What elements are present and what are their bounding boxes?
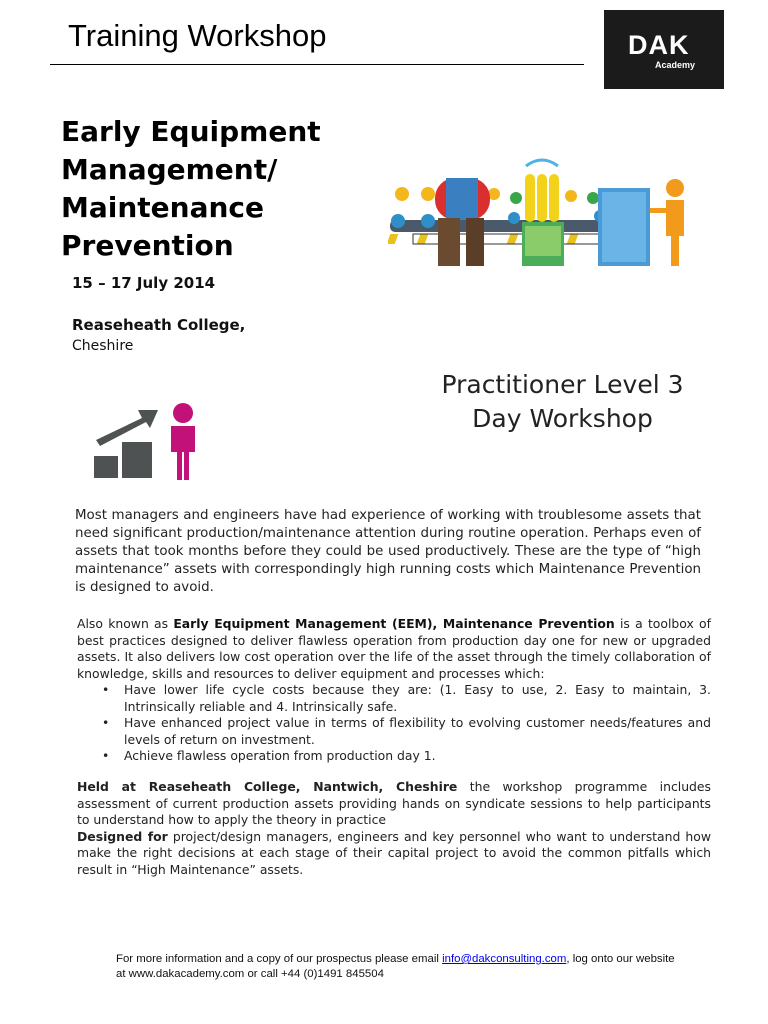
list-item: • Have lower life cycle costs because they are: (1. Easy to use, 2. Easy to maintain, 3. Intrinsically reliable and 4. Intrinsically safe. xyxy=(124,682,711,715)
workshop-title xyxy=(61,113,381,265)
venue-name: Reaseheath College, xyxy=(72,316,246,334)
held-paragraph xyxy=(77,779,711,829)
list-item: • Have enhanced project value in terms of flexibility to evolving customer needs/features and levels of return on investment. xyxy=(124,715,711,748)
logo-subtitle: Academy xyxy=(655,60,696,70)
practitioner-level xyxy=(420,368,705,436)
benefits-list xyxy=(124,682,711,765)
venue-details xyxy=(77,779,711,878)
eem-text-bold: Early Equipment Management (EEM), Maintenance Prevention xyxy=(173,616,615,631)
footer-text: For more information and a copy of our prospectus please email xyxy=(116,953,443,965)
header-divider xyxy=(50,64,584,65)
dak-academy-logo xyxy=(604,10,724,89)
designed-paragraph xyxy=(77,829,711,879)
title-line: Management/ xyxy=(61,153,278,186)
logo-wordmark: DAK xyxy=(628,30,690,60)
level-line: Day Workshop xyxy=(472,404,653,433)
eem-text-lead: Also known as xyxy=(77,616,174,631)
held-bold: Held at Reaseheath College, Nantwich, Cheshire xyxy=(77,779,458,794)
held-text: the workshop programme includes assessment of current production assets providing hands on syndicate sessions to help participants to understand how to apply the theory in practice xyxy=(77,779,711,827)
event-dates: 15 – 17 July 2014 xyxy=(72,274,216,292)
title-line: Early Equipment xyxy=(61,115,321,148)
intro-paragraph: Most managers and engineers have had experience of working with troublesome assets that need significant production/maintenance attention during routine operation. Perhaps even of assets that took months before they could be used productively. These are the type of “high maintenance” assets with correspondingly high running costs which Maintenance Prevention is designed to avoid. xyxy=(75,508,701,595)
header-title: Training Workshop xyxy=(68,18,327,53)
venue-county: Cheshire xyxy=(72,338,134,354)
eem-paragraph xyxy=(77,616,711,682)
title-line: Maintenance xyxy=(61,191,265,224)
list-item: • Achieve flawless operation from production day 1. xyxy=(124,748,711,765)
designed-bold: Designed for xyxy=(77,828,168,844)
contact-footer xyxy=(116,952,676,982)
footer-text: , log onto our website at www.dakacademy.com or call +44 (0)1491 845504 xyxy=(116,953,675,980)
designed-text: project/design managers, engineers and key personnel who want to understand how make the right decisions at each stage of their capital project to avoid the common pitfalls which result in “High Maintenance” assets. xyxy=(77,828,711,877)
factory-illustration xyxy=(388,158,688,270)
level-line: Practitioner Level 3 xyxy=(441,370,684,399)
growth-person-icon xyxy=(92,402,204,482)
title-line: Prevention xyxy=(61,229,234,262)
eem-description xyxy=(77,616,711,765)
eem-text-body: is a toolbox of best practices designed to deliver flawless operation from production day one for new or upgraded assets. It also delivers low cost operation over the life of the asset through the timely collaboration of knowledge, skills and resources to deliver equipment and processes which: xyxy=(77,616,711,681)
email-link[interactable]: info@dakconsulting.com xyxy=(442,953,567,965)
